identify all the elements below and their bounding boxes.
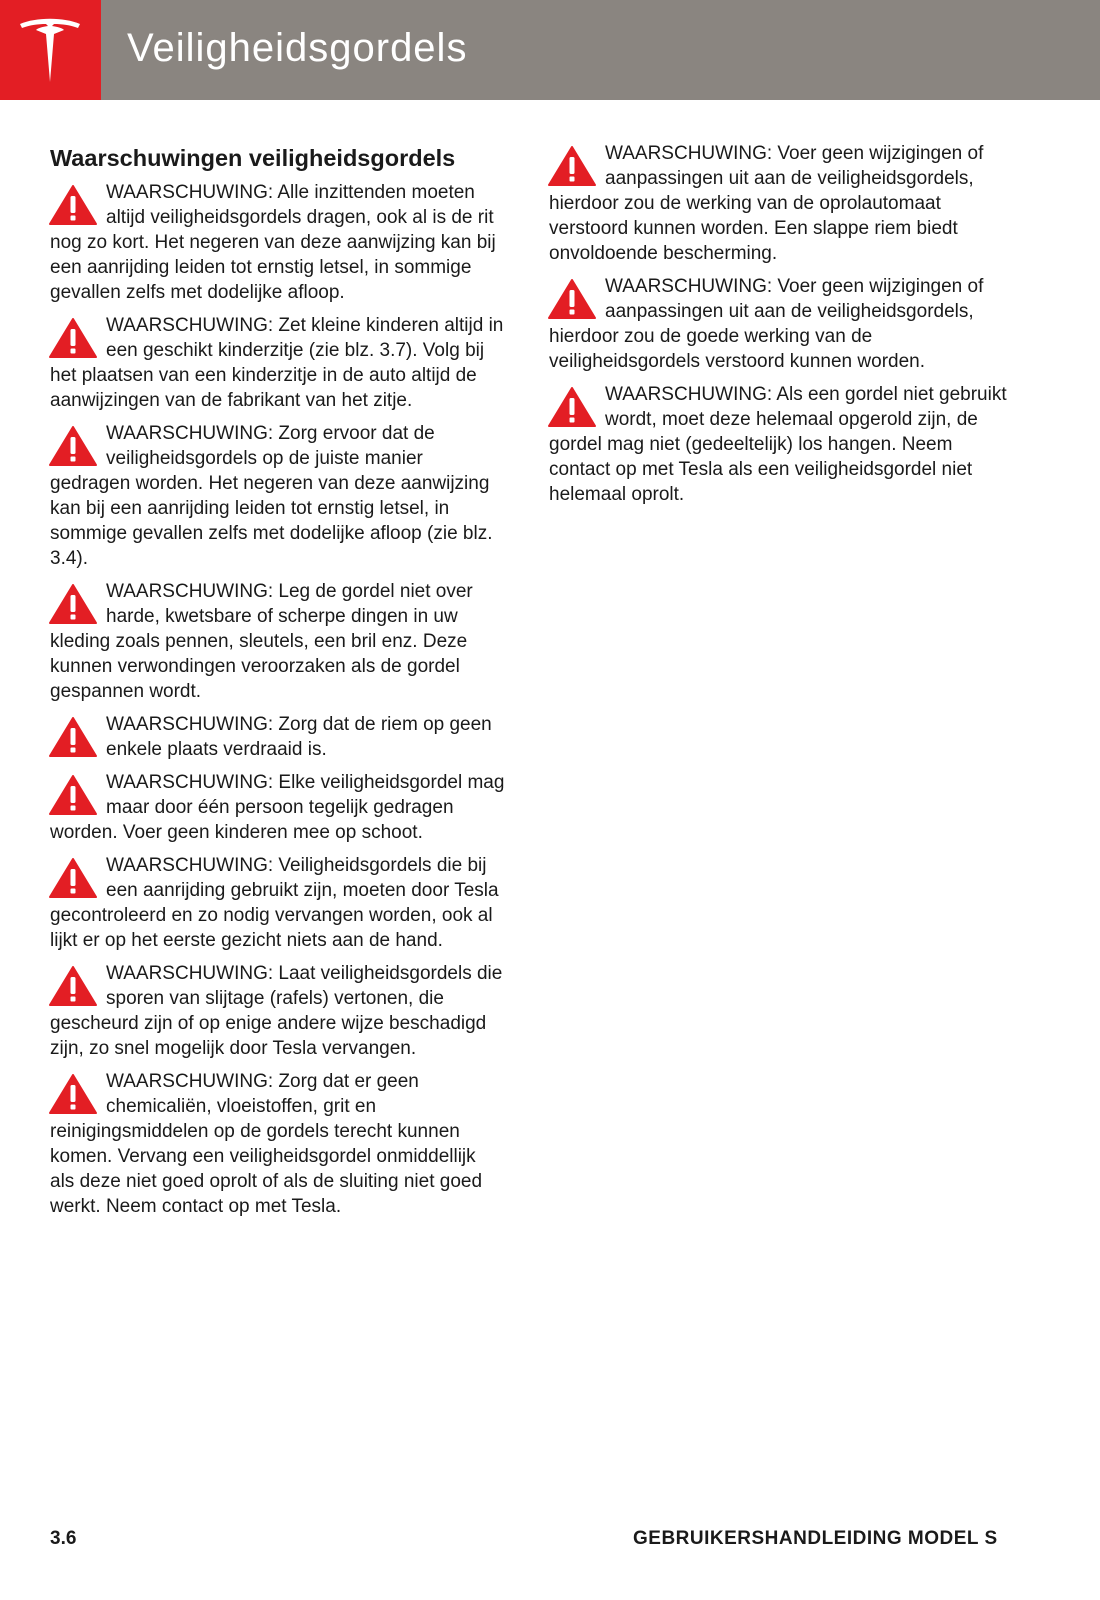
warning-triangle-icon [547,278,597,320]
warning-text: WAARSCHUWING: Alle inzittenden moeten altijd veiligheidsgordels dragen, ook al is de rit nog zo kort. Het negeren van deze aanwijzing kan bij een aanrijding leiden tot ernstig letsel, in sommige gevallen zelfs met dodelijke afloop. [50,182,496,303]
warning-block [50,180,505,305]
left-column [50,142,505,1227]
warning-block [549,382,1009,507]
right-column [549,141,1009,515]
warning-triangle-icon [48,857,98,899]
page-header [0,0,1100,100]
right-warning-list [549,141,1009,507]
warning-block [549,141,1009,266]
warning-text: WAARSCHUWING: Zorg dat de riem op geen enkele plaats verdraaid is. [106,714,492,760]
warning-triangle-icon [48,965,98,1007]
warning-block [50,770,505,845]
warning-text: WAARSCHUWING: Veiligheidsgordels die bij een aanrijding gebruikt zijn, moeten door Tesla gecontroleerd en zo nodig vervangen worden, ook al lijkt er op het eerste gezicht niets aan de hand. [50,855,499,951]
warning-triangle-icon [48,716,98,758]
warning-text: WAARSCHUWING: Laat veiligheidsgordels die sporen van slijtage (rafels) vertonen, die gescheurd zijn of op enige andere wijze beschadigd zijn, zo snel mogelijk door Tesla vervangen. [50,963,503,1059]
warning-text: WAARSCHUWING: Zet kleine kinderen altijd in een geschikt kinderzitje (zie blz. 3.7). Volg bij het plaatsen van een kinderzitje in de auto altijd de aanwijzingen van de fabrikant van het zitje. [50,315,504,411]
warning-text: WAARSCHUWING: Zorg ervoor dat de veiligheidsgordels op de juiste manier gedragen worden. Het negeren van deze aanwijzing kan bij een aanrijding leiden tot ernstig letsel, in sommige gevallen zelfs met dodelijke afloop (zie blz. 3.4). [50,423,493,569]
warning-triangle-icon [547,386,597,428]
warning-text: WAARSCHUWING: Voer geen wijzigingen of aanpassingen uit aan de veiligheidsgordels, hierdoor zou de goede werking van de veiligheidsgordels verstoord kunnen worden. [549,276,984,372]
warning-text: WAARSCHUWING: Leg de gordel niet over harde, kwetsbare of scherpe dingen in uw kleding zoals pennen, sleutels, een bril enz. Deze kunnen verwondingen veroorzaken als de gordel gespannen wordt. [50,581,473,702]
warning-triangle-icon [48,317,98,359]
warning-block [50,712,505,762]
warning-text: WAARSCHUWING: Zorg dat er geen chemicaliën, vloeistoffen, grit en reinigingsmiddelen op de gordels terecht kunnen komen. Vervang een veiligheidsgordel onmiddellijk als deze niet goed oprolt of als de sluiting niet goed werkt. Neem contact op met Tesla. [50,1071,483,1217]
warning-block [50,313,505,413]
page-title: Veiligheidsgordels [127,26,468,70]
page-number: 3.6 [50,1528,77,1549]
warning-text: WAARSCHUWING: Voer geen wijzigingen of aanpassingen uit aan de veiligheidsgordels, hierdoor zou de werking van de oprolautomaat verstoord kunnen worden. Een slappe riem biedt onvoldoende bescherming. [549,143,984,264]
warning-triangle-icon [48,1073,98,1115]
warning-block [50,853,505,953]
warning-text: WAARSCHUWING: Als een gordel niet gebruikt wordt, moet deze helemaal opgerold zijn, de gordel mag niet (gedeeltelijk) los hangen. Neem contact op met Tesla als een veiligheidsgordel niet helemaal oprolt. [549,384,1007,505]
warning-triangle-icon [48,583,98,625]
warning-block [50,961,505,1061]
warning-triangle-icon [48,184,98,226]
tesla-logo-icon [0,0,101,100]
manual-title: GEBRUIKERSHANDLEIDING MODEL S [633,1528,998,1549]
warning-triangle-icon [547,145,597,187]
warning-triangle-icon [48,774,98,816]
warning-text: WAARSCHUWING: Elke veiligheidsgordel mag maar door één persoon tegelijk gedragen worden. Voer geen kinderen mee op schoot. [50,772,505,843]
warning-triangle-icon [48,425,98,467]
warning-block [50,421,505,571]
warning-block [549,274,1009,374]
section-heading: Waarschuwingen veiligheidsgordels [50,145,456,171]
warning-block [50,1069,505,1219]
warning-block [50,579,505,704]
left-warning-list [50,180,505,1219]
